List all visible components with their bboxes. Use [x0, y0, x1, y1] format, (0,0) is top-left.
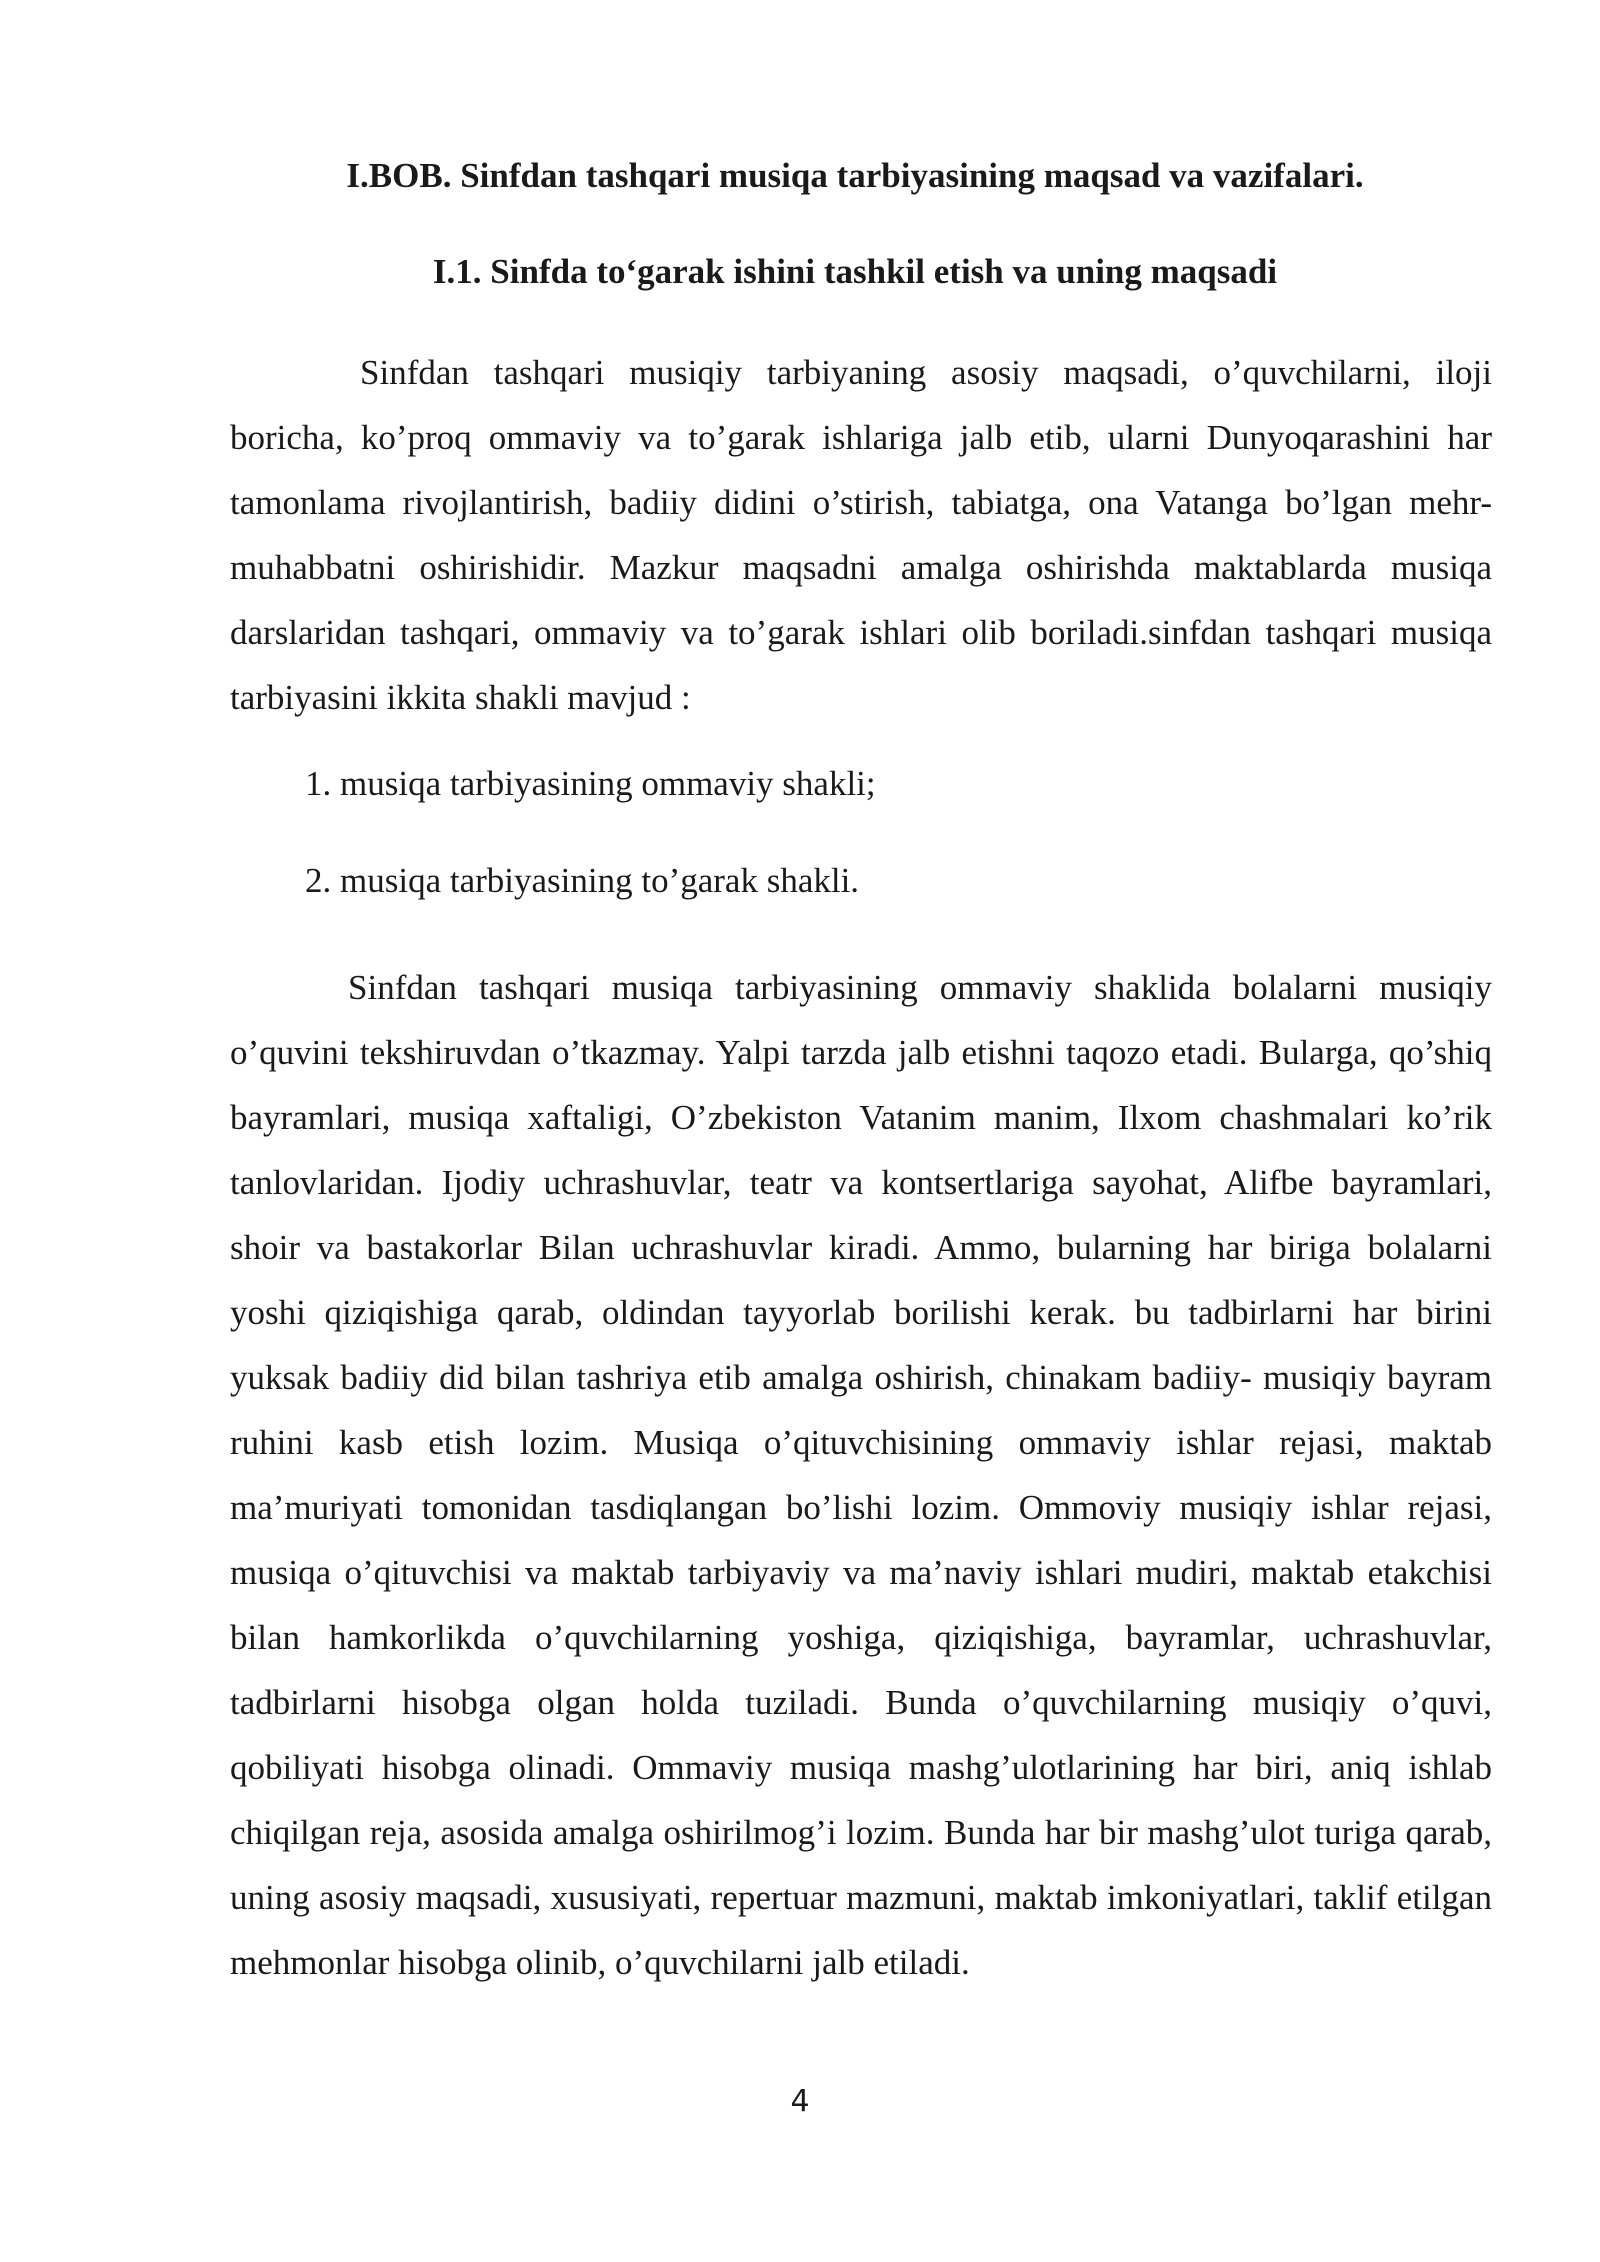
chapter-title: I.BOB. Sinfdan tashqari musiqa tarbiyasining maqsad va vazifalari. — [346, 156, 1364, 195]
section-title: I.1. Sinfda to‘garak ishini tashkil etish va uning maqsadi — [432, 252, 1278, 291]
page-number: 4 — [790, 2084, 810, 2119]
form-list — [305, 764, 1485, 914]
list-item: 1. musiqa tarbiyasining ommaviy shakli; — [305, 764, 876, 803]
list-item: 2. musiqa tarbiyasining to’garak shakli. — [305, 861, 860, 900]
paragraph-mass-form: Sinfdan tashqari musiqa tarbiyasining ommaviy shaklida bolalarni musiqiy o’quvini tekshiruvdan o’tkazmay. Yalpi tarzda jalb etishni taqozo etadi. Bularga, qo’shiq bayramlari, musiqa xaftaligi, O’zbekiston Vatanim manim, Ilxom chashmalari ko’rik tanlovlaridan. Ijodiy uchrashuvlar, teatr va kontsertlariga sayohat, Alifbe bayramlari, shoir va bastakorlar Bilan uchrashuvlar kiradi. Ammo, bularning har biriga bolalarni yoshi qiziqishiga qarab, oldindan tayyorlab borilishi kerak. bu tadbirlarni har birini yuksak badiiy did bilan tashriya etib amalga oshirish, chinakam badiiy- musiqiy bayram ruhini kasb etish lozim. Musiqa o’qituvchisining ommaviy ishlar rejasi, maktab ma’muriyati tomonidan tasdiqlangan bo’lishi lozim. Ommoviy musiqiy ishlar rejasi, musiqa o’qituvchisi va maktab tarbiyaviy va ma’naviy ishlari mudiri, maktab etakchisi bilan hamkorlikda o’quvchilarning yoshiga, qiziqishiga, bayramlar, uchrashuvlar, tadbirlarni hisobga olgan holda tuziladi. Bunda o’quvchilarning musiqiy o’quvi, qobiliyati hisobga olinadi. Ommaviy musiqa mashg’ulotlarining har biri, aniq ishlab chiqilgan reja, asosida amalga oshirilmog’i lozim. Bunda har bir mashg’ulot turiga qarab, uning asosiy maqsadi, xususiyati, repertuar mazmuni, maktab imkoniyatlari, taklif etilgan mehmonlar hisobga olinib, o’quvchilarni jalb etiladi. — [230, 968, 1492, 1982]
paragraph-intro: Sinfdan tashqari musiqiy tarbiyaning asosiy maqsadi, o’quvchilarni, iloji boricha, ko’proq ommaviy va to’garak ishlariga jalb etib, ularni Dunyoqarashini har tamonlama rivojlantirish, badiiy didini o’stirish, tabiatga, ona Vatanga bo’lgan mehr- muhabbatni oshirishidir. Mazkur maqsadni amalga oshirishda maktablarda musiqa darslaridan tashqari, ommaviy va to’garak ishlari olib boriladi.sinfdan tashqari musiqa tarbiyasini ikkita shakli mavjud : — [230, 353, 1492, 717]
